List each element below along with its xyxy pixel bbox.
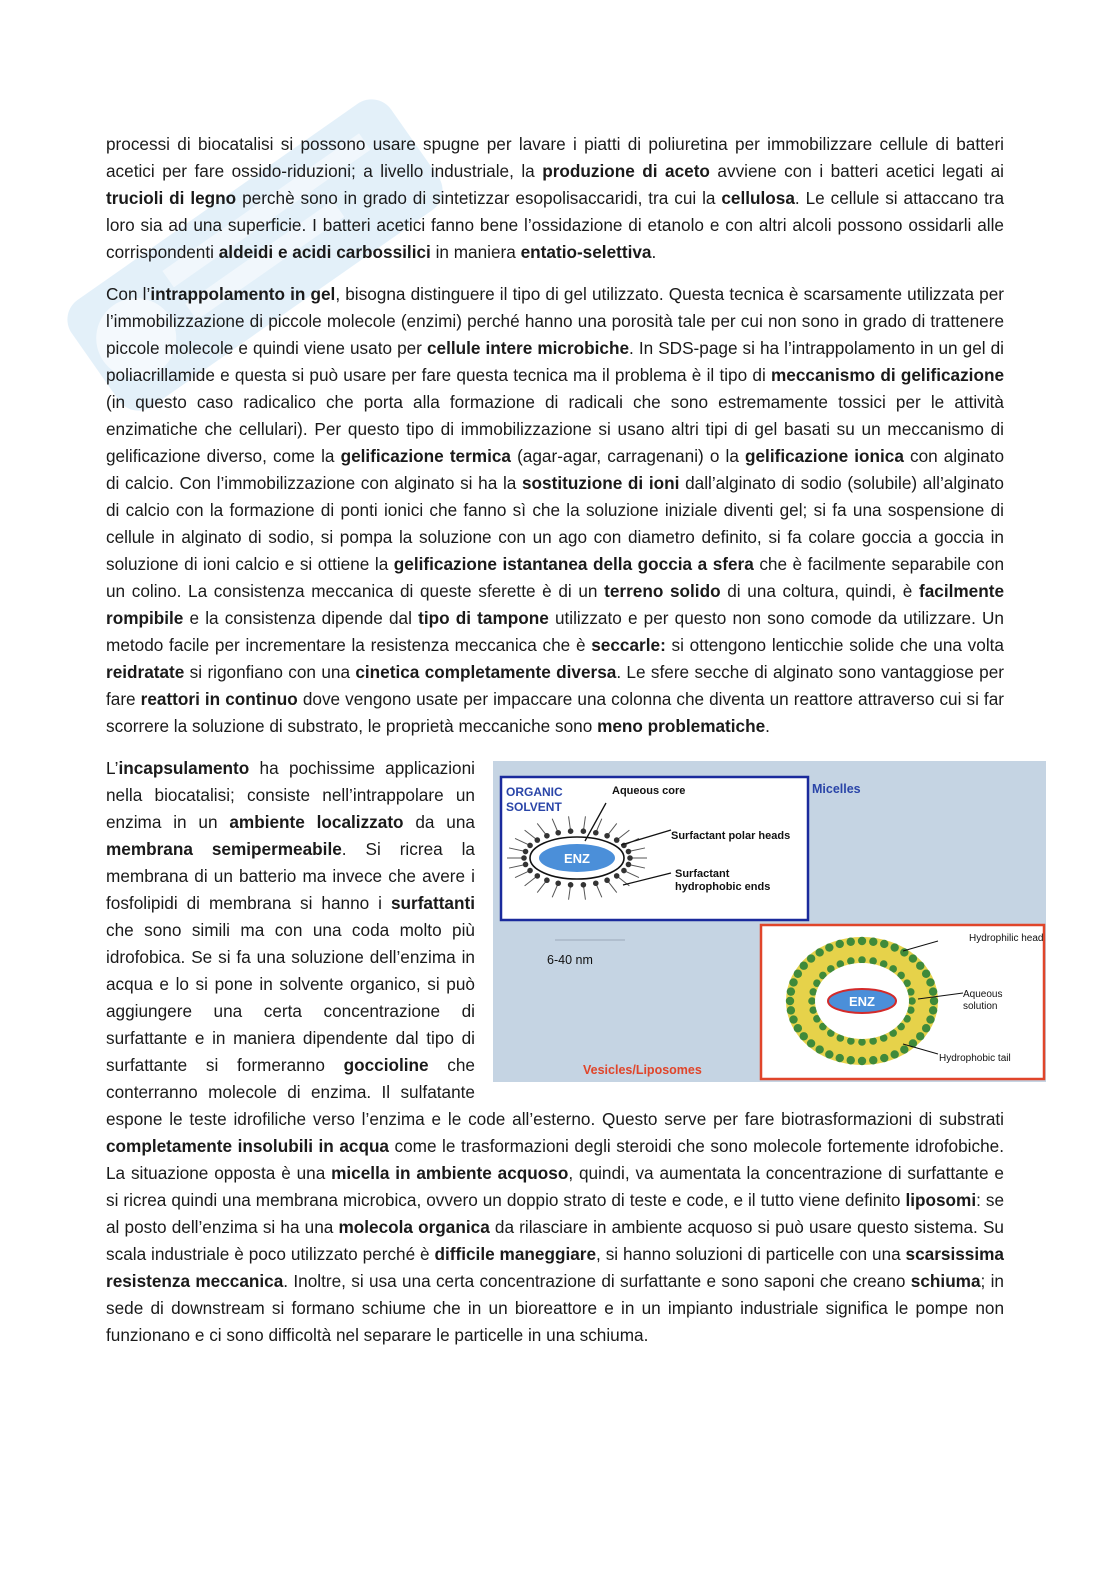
text-run: avviene con i batteri acetici legati ai [709, 161, 1004, 181]
text-run: di una coltura, quindi, è [720, 581, 919, 601]
text-run: . In SDS-page si ha l’intrappolamento in un gel di poliacrillamide e questa si può usare per fare questa tecnica ma il problema è il tipo di [106, 338, 1004, 385]
hydrophilic-head [825, 943, 833, 951]
vesicles-liposomes-label: Vesicles/Liposomes [583, 1063, 702, 1077]
text-run: , bisogna distinguere il tipo di gel utilizzato. Questa tecnica è scarsamente utilizzata per l’immobilizzazione di piccole molecole (enzimi) perché hanno una porosità tale per cui non sono in grado di trattenere piccole molecole e quindi viene usato per [106, 284, 1004, 358]
text-run: utilizzato e per questo non sono comode da utilizzare. Un metodo facile per incrementare la resistenza meccanica che è [106, 608, 1004, 655]
hydrophilic-head [815, 948, 823, 956]
bold-term: schiuma [910, 1271, 981, 1291]
bold-term: produzione di aceto [542, 161, 710, 181]
hydrophilic-head [900, 1045, 908, 1053]
text-run: L’ [106, 758, 119, 778]
hydrophilic-head-label: Hydrophilic head [969, 933, 1044, 944]
text-run: processi di biocatalisi si possono usare spugne per lavare i piatti di poliuretina per immobilizzare cellule di batteri acetici per fare ossido-riduzioni; a livello industriale, la [106, 134, 1004, 181]
surfactant-head [627, 855, 633, 861]
hydrophilic-head [825, 1050, 833, 1058]
hydrophilic-head [869, 1056, 877, 1064]
document-page [106, 131, 1044, 1349]
surfactant-hydrophobic-label-2: hydrophobic ends [675, 881, 771, 893]
surfactant-head [527, 843, 533, 849]
surfactant-head [621, 868, 627, 874]
surfactant-head [604, 877, 610, 883]
hydrophilic-head [787, 1006, 795, 1014]
bold-term: gelificazione istantanea della goccia a sfera [393, 554, 754, 574]
hydrophilic-head [807, 1039, 815, 1047]
surfactant-head [581, 828, 587, 834]
aqueous-core-label: Aqueous core [612, 785, 686, 797]
surfactant-head [523, 849, 529, 855]
hydrophilic-head [858, 956, 866, 964]
text-run: perchè sono in grado di sintetizzar esopolisaccaridi, tra cui la [236, 188, 722, 208]
text-run: in maniera [430, 242, 521, 262]
hydrophilic-head [916, 1032, 924, 1040]
hydrophilic-head [789, 978, 797, 986]
text-run: : se al posto dell’enzima si ha una [106, 1190, 1005, 1237]
text-run: con alginato di calcio. Con l’immobilizzazione con alginato si ha la [106, 446, 1005, 493]
text-run: . [651, 242, 657, 262]
hydrophilic-head [926, 978, 934, 986]
size-label: 6-40 nm [547, 953, 593, 967]
bold-term: incapsulamento [118, 758, 250, 778]
organic-solvent-label-2: SOLVENT [506, 800, 562, 814]
bold-term: micella in ambiente acquoso [331, 1163, 569, 1183]
bold-term: liposomi [905, 1190, 977, 1210]
bold-term: terreno solido [604, 581, 721, 601]
bold-term: entatio-selettiva [520, 242, 652, 262]
text-run: dall’alginato di sodio (solubile) all’alginato di calcio con la formazione di ponti ionici che fanno sì che la soluzione iniziale diventi gel; si fa una sospensione di cellule in alginato di sodio, si pompa la soluzione con un ago con diametro definito, si fa colare goccia a goccia in soluzione di ioni calcio e si ottiene la [106, 473, 1004, 574]
surfactant-head [555, 880, 561, 886]
bold-term: reattori in continuo [140, 689, 298, 709]
hydrophilic-head [858, 937, 866, 945]
surfactant-head [593, 880, 599, 886]
text-run: , si hanno soluzioni di particelle con una [596, 1244, 906, 1264]
hydrophilic-head [847, 1056, 855, 1064]
paragraph-biocatalysis [106, 131, 1004, 266]
text-run: che sono simili ma con una coda molto più idrofobica. Se si fa una soluzione dell’enzima in acqua e lo si pone in solvente organico, si può aggiungere una certa concentrazione di surfattante e in maniera dipendente dal tipo di surfattante si formeranno [106, 920, 475, 1075]
bold-term: completamente insolubili in acqua [106, 1136, 389, 1156]
bold-term: difficile maneggiare [434, 1244, 597, 1264]
bold-term: ambiente localizzato [229, 812, 404, 832]
bold-term: scarsissima resistenza meccanica [106, 1244, 1004, 1291]
surfactant-head [593, 830, 599, 836]
text-run: e la consistenza dipende dal [183, 608, 419, 628]
surfactant-head [581, 882, 587, 888]
hydrophilic-head [836, 940, 844, 948]
surfactant-head [535, 837, 541, 843]
text-run: , quindi, va aumentata la concentrazione di surfattante e si ricrea quindi una membrana microbica, ovvero un doppio strato di teste e code, e il tutto viene definito [106, 1163, 1004, 1210]
text-run: . Le cellule si attaccano tra loro sia ad una superficie. I batteri acetici fanno bene l’ossidazione di etanolo e con altri alcoli possono ossidarli alle corrispondenti [106, 188, 1004, 262]
surfactant-head [521, 855, 527, 861]
bold-term: meno problematiche [597, 716, 766, 736]
aqueous-solution-label-2: solution [963, 1001, 998, 1012]
hydrophilic-head [836, 1054, 844, 1062]
hydrophilic-head [909, 954, 917, 962]
aqueous-solution-label-1: Aqueous [963, 989, 1003, 1000]
bold-term: reidratate [106, 662, 185, 682]
bold-term: goccioline [343, 1055, 429, 1075]
text-run: si ottengono lenticchie solide che una volta [665, 635, 1004, 655]
bold-term: tipo di tampone [418, 608, 549, 628]
surfactant-head [544, 833, 550, 839]
micelle-vesicle-figure [493, 761, 1046, 1082]
organic-solvent-label-1: ORGANIC [506, 785, 563, 799]
text-run: che conterranno molecole di enzima. Il sulfatante espone le teste idrofiliche verso l’enzima e le code all’esterno. Questo serve per fare biotrasformazioni di substrati [106, 1055, 1004, 1129]
surfactant-head [626, 862, 632, 868]
hydrophilic-head [929, 1006, 937, 1014]
text-run: ha pochissime applicazioni nella biocatalisi; consiste nell’intrappolare un enzima in un [106, 758, 475, 832]
surfactant-head [527, 868, 533, 874]
bold-term: aldeidi e acidi carbossilici [218, 242, 431, 262]
text-run: (in questo caso radicalico che porta alla formazione di radicali che sono estremamente tossici per le attività enzimatiche che cellulari). Per questo tipo di immobilizzazione si usano altri tipi di gel basati su un meccanismo di gelificazione diverso, come la [106, 392, 1004, 466]
text-run: dove vengono usate per impaccare una colonna che diventa un reattore attraverso cui si far scorrere la soluzione di substrato, le proprietà meccaniche sono [106, 689, 1004, 736]
surfactant-head [614, 873, 620, 879]
text-run: . Inoltre, si usa una certa concentrazione di surfattante e sono saponi che creano [283, 1271, 911, 1291]
bold-term: surfattanti [390, 893, 475, 913]
text-run: come le trasformazioni degli steroidi che sono molecole fortemente idrofobiche. La situazione opposta è una [106, 1136, 1004, 1183]
bold-term: cellule intere microbiche [426, 338, 630, 358]
bold-term: sostituzione di ioni [522, 473, 680, 493]
text-run: che è facilmente separabile con un colino. La consistenza meccanica di queste sferette è di un [106, 554, 1004, 601]
text-run: Con l’ [106, 284, 151, 304]
text-run: da rilasciare in ambiente acquoso si può usare questo sistema. Su scala industriale è poco utilizzato perché è [106, 1217, 1004, 1264]
hydrophilic-head [847, 938, 855, 946]
text-run: . Le sfere secche di alginato sono vantaggiose per fare [106, 662, 1004, 709]
bold-term: meccanismo di gelificazione [771, 365, 1005, 385]
hydrophilic-head [880, 940, 888, 948]
text-run: . [765, 716, 770, 736]
bold-term: cinetica completamente diversa [355, 662, 617, 682]
hydrophilic-head [787, 987, 795, 995]
hydrophilic-head [890, 1050, 898, 1058]
bold-term: molecola organica [338, 1217, 490, 1237]
hydrophilic-head [794, 1024, 802, 1032]
surfactant-polar-heads-label: Surfactant polar heads [671, 830, 791, 842]
hydrophilic-head [800, 962, 808, 970]
bold-term: gelificazione ionica [744, 446, 904, 466]
bold-term: seccarle: [591, 635, 666, 655]
surfactant-hydrophobic-label-1: Surfactant [675, 868, 730, 880]
hydrophobic-tail-label: Hydrophobic tail [939, 1053, 1011, 1064]
hydrophilic-head [930, 997, 938, 1005]
hydrophilic-head [800, 1032, 808, 1040]
hydrophilic-head [880, 1054, 888, 1062]
bold-term: cellulosa [721, 188, 795, 208]
bold-term: trucioli di legno [106, 188, 237, 208]
surfactant-head [568, 882, 574, 888]
hydrophilic-head [926, 1015, 934, 1023]
surfactant-head [568, 828, 574, 834]
bold-term: facilmente rompibile [106, 581, 1004, 628]
surfactant-head [614, 837, 620, 843]
surfactant-head [535, 873, 541, 879]
surfactant-head [544, 877, 550, 883]
hydrophilic-head [808, 997, 816, 1005]
text-run: ; in sede di downstream si formano schiume che in un bioreattore e in un impianto industriale significa le pompe non funzionano e ci sono difficoltà nel separare le particelle in una schiuma. [106, 1271, 1004, 1345]
text-run: si rigonfiano con una [184, 662, 356, 682]
text-run: . Si ricrea la membrana di un batterio ma invece che avere i fosfolipidi di membrana si hanno i [106, 839, 475, 913]
surfactant-head [555, 830, 561, 836]
surfactant-head [523, 862, 529, 868]
surfactant-head [604, 833, 610, 839]
hydrophilic-head [908, 997, 916, 1005]
hydrophilic-head [815, 1045, 823, 1053]
surfactant-head [626, 849, 632, 855]
hydrophilic-head [890, 943, 898, 951]
hydrophilic-head [858, 1038, 866, 1046]
text-run: (agar-agar, carragenani) o la [510, 446, 745, 466]
vesicle-enz-label: ENZ [849, 994, 875, 1009]
hydrophilic-head [929, 987, 937, 995]
hydrophilic-head [922, 1024, 930, 1032]
bold-term: intrappolamento in gel [150, 284, 336, 304]
hydrophilic-head [858, 1057, 866, 1065]
hydrophilic-head [786, 997, 794, 1005]
bold-term: membrana semipermeabile [106, 839, 342, 859]
text-run: da una [403, 812, 475, 832]
micelles-label: Micelles [812, 782, 861, 796]
hydrophilic-head [869, 938, 877, 946]
hydrophilic-head [807, 954, 815, 962]
micelle-enz-label: ENZ [564, 851, 590, 866]
hydrophilic-head [789, 1015, 797, 1023]
hydrophilic-head [922, 970, 930, 978]
paragraph-gel-entrapment [106, 281, 1004, 740]
hydrophilic-head [916, 962, 924, 970]
hydrophilic-head [794, 970, 802, 978]
bold-term: gelificazione termica [340, 446, 511, 466]
